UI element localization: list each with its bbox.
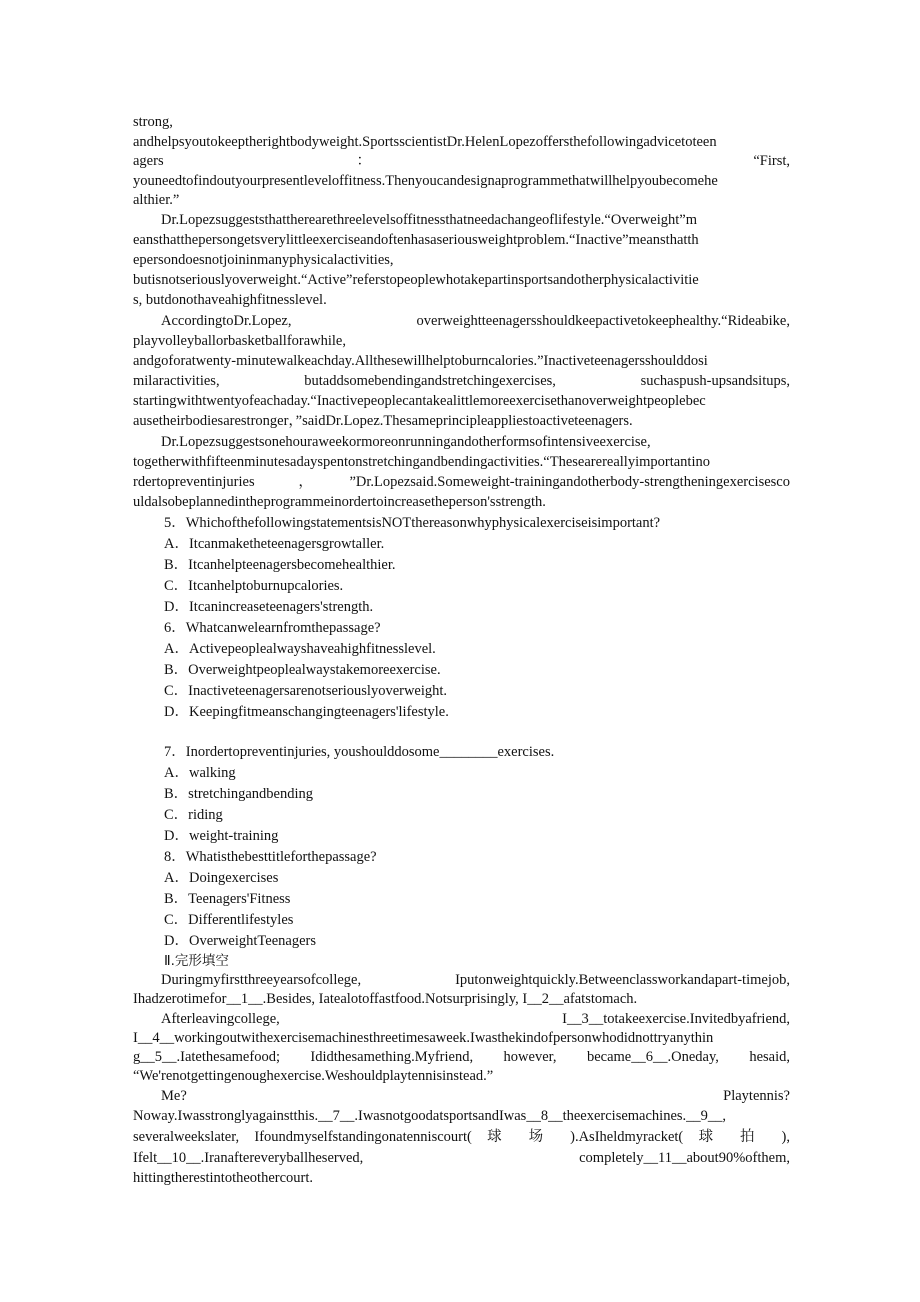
answer-option: C．Itcanhelptoburnupcalories. [164, 578, 344, 594]
cloze-line: Afterleavingcollege, I__3__totakeexercise.Invitedbyafriend, [161, 1011, 790, 1027]
passage-line: s, butdonothaveahighfitnesslevel. [133, 292, 327, 308]
answer-option: C．riding [164, 807, 223, 823]
passage-line: agers ： “First, [133, 153, 790, 169]
passage-line: andhelpsyoutokeeptherightbodyweight.SportsscientistDr.HelenLopezoffersthefollowingadvicetoteen [133, 134, 717, 150]
passage-line: strong, [133, 114, 173, 130]
answer-option: B．Teenagers'Fitness [164, 891, 291, 907]
passage-line: rdertopreventinjuries，”Dr.Lopezsaid.Someweight-trainingandotherbody-strengtheningexercisesco [133, 474, 790, 490]
answer-option: D．Keepingfitmeanschangingteenagers'lifestyle. [164, 704, 449, 720]
answer-option: B．Overweightpeoplealwaystakemoreexercise. [164, 662, 441, 678]
passage-line: milaractivities, butaddsomebendingandstretchingexercises, suchaspush-upsandsitups, [133, 373, 790, 389]
answer-option: D．OverweightTeenagers [164, 933, 316, 949]
answer-option: D．weight-training [164, 828, 279, 844]
passage-line: ausetheirbodiesarestronger，”saidDr.Lopez.Thesameprincipleappliestoactiveteenagers. [133, 413, 633, 429]
passage-line: andgoforatwenty-minutewalkeachday.Allthesewillhelptoburncalories.”Inactiveteenagersshoulddosi [133, 353, 708, 369]
question-stem: 6．Whatcanwelearnfromthepassage? [164, 620, 381, 636]
answer-option: B．Itcanhelpteenagersbecomehealthier. [164, 557, 396, 573]
answer-option: A．Doingexercises [164, 870, 279, 886]
question-stem: 8．Whatisthebesttitleforthepassage? [164, 849, 377, 865]
passage-line: youneedtofindoutyourpresentleveloffitness.Thenyoucandesignaprogrammethatwillhelpyoubecomehe [133, 173, 718, 189]
cloze-line: I__4__workingoutwithexercisemachinesthreetimesaweek.Iwasthekindofpersonwhodidnottryanythin [133, 1030, 714, 1046]
answer-option: B．stretchingandbending [164, 786, 314, 802]
passage-line: Dr.Lopezsuggeststhattherearethreelevelsoffitnessthatneedachangeoflifestyle.“Overweight”m [161, 212, 698, 228]
passage-line: togetherwithfifteenminutesadayspentonstretchingandbendingactivities.“Thesearereallyimportantino [133, 454, 710, 470]
passage-line: AccordingtoDr.Lopez, overweightteenagersshouldkeepactivetokeephealthy.“Rideabike, [161, 313, 790, 329]
answer-option: A．walking [164, 765, 236, 781]
cloze-line: Me? Playtennis? [161, 1088, 790, 1104]
cloze-line: Ifelt__10__.Iranaftereveryballheserved, completely__11__about90%ofthem, [133, 1150, 790, 1166]
passage-line: butisnotseriouslyoverweight.“Active”referstopeoplewhotakepartinsportsandotherphysicalactivitie [133, 272, 699, 288]
answer-option: C．Inactiveteenagersarenotseriouslyoverweight. [164, 683, 448, 699]
cloze-line: Noway.Iwasstronglyagainstthis.__7__.IwasnotgoodatsportsandIwas__8__theexercisemachines.__9__, [133, 1108, 727, 1124]
answer-option: A．Itcanmaketheteenagersgrowtaller. [164, 536, 385, 552]
answer-option: D．Itcanincreaseteenagers'strength. [164, 599, 374, 615]
answer-option: A．Activepeoplealwayshaveahighfitnesslevel. [164, 641, 436, 657]
passage-line: startingwithtwentyofeachaday.“Inactivepeoplecantakealittlemoreexercisethanoverweightpeoplebec [133, 393, 706, 409]
section-heading: Ⅱ.完形填空 [164, 953, 229, 969]
passage-line: epersondoesnotjoininmanyphysicalactivities, [133, 252, 394, 268]
question-stem: 7．Inordertopreventinjuries, youshoulddosome________exercises. [164, 744, 555, 760]
cloze-line: “We'renotgettingenoughexercise.Weshouldplaytennisinstead.” [133, 1068, 494, 1084]
question-stem: 5．WhichofthefollowingstatementsisNOTthereasonwhyphysicalexerciseisimportant? [164, 515, 661, 531]
cloze-line: hittingtherestintotheothercourt. [133, 1170, 313, 1186]
cloze-line: severalweekslater, Ifoundmyselfstandingonatenniscourt( 球 场 ).AsIheldmyracket( 球 拍 ), [133, 1129, 790, 1145]
passage-line: eansthatthepersongetsverylittleexerciseandoftenhasaseriousweightproblem.“Inactive”meansthatth [133, 232, 699, 248]
passage-line: Dr.Lopezsuggestsonehouraweekormoreonrunningandotherformsofintensiveexercise, [161, 434, 651, 450]
answer-option: C．Differentlifestyles [164, 912, 294, 928]
passage-line: playvolleyballorbasketballforawhile, [133, 333, 346, 349]
cloze-line: Ihadzerotimefor__1__.Besides, Iatealotoffastfood.Notsurprisingly, I__2__afatstomach. [133, 991, 638, 1007]
cloze-line: g__5__.Iatethesamefood; Ididthesamething.Myfriend, however, became__6__.Oneday, hesaid, [133, 1049, 790, 1065]
cloze-line: Duringmyfirstthreeyearsofcollege, Iputonweightquickly.Betweenclassworkandapart-timejob, [161, 972, 790, 988]
passage-line: althier.” [133, 192, 180, 208]
passage-line: uldalsobeplannedintheprogrammeinordertoincreasetheperson'sstrength. [133, 494, 546, 510]
